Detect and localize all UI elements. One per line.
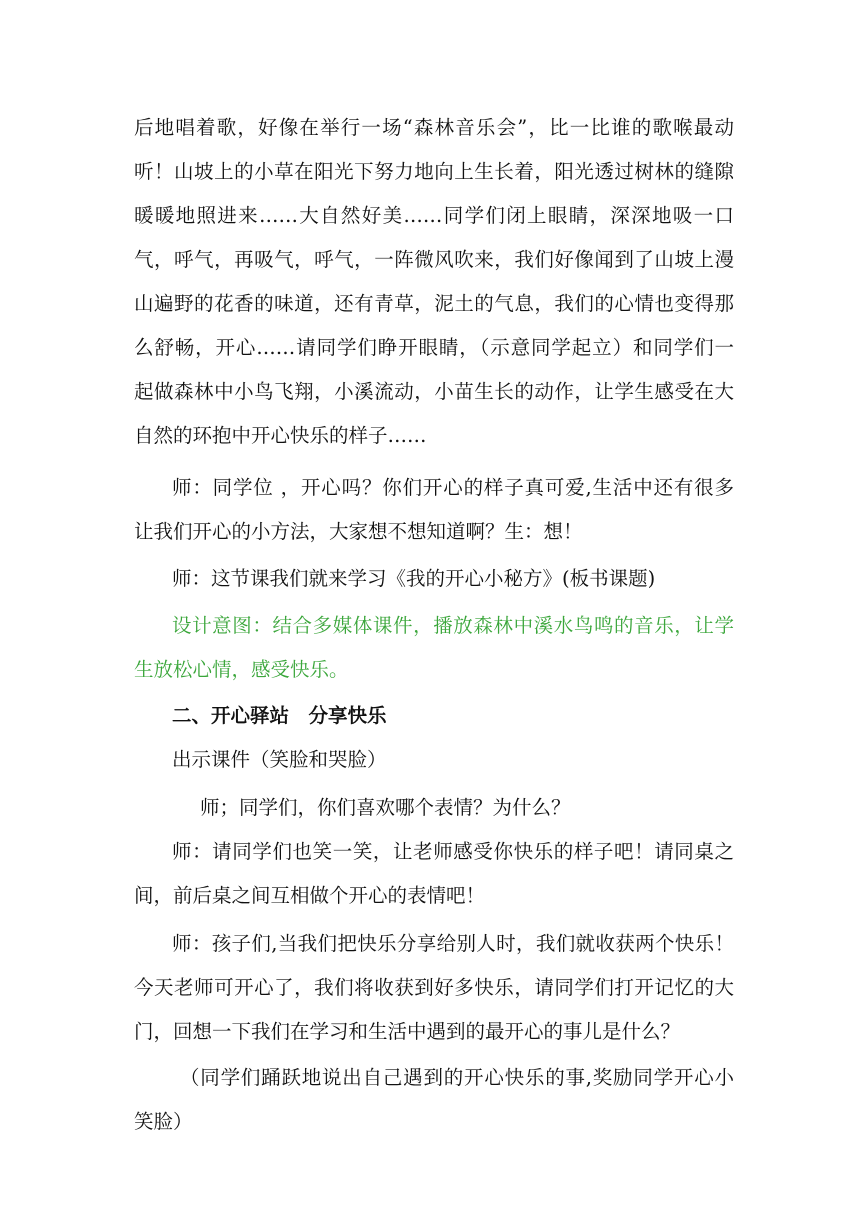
teacher-dialogue-line: 师：同学位 ，开心吗？你们开心的样子真可爱,生活中还有很多 [172, 476, 734, 499]
body-text-line: 么舒畅，开心……请同学们睁开眼睛，（示意同学起立）和同学们一 [134, 336, 734, 359]
teacher-dialogue-line: 今天老师可开心了，我们将收获到好多快乐，请同学们打开记忆的大 [134, 976, 734, 999]
courseware-note: 出示课件（笑脸和哭脸） [172, 748, 387, 771]
teacher-dialogue-line: 间，前后桌之间互相做个开心的表情吧！ [134, 884, 486, 907]
design-intent-line: 设计意图：结合多媒体课件，播放森林中溪水鸟鸣的音乐，让学 [172, 614, 734, 637]
teacher-dialogue-line: 师：孩子们,当我们把快乐分享给别人时，我们就收获两个快乐！ [172, 932, 734, 955]
teacher-dialogue-line: 师：请同学们也笑一笑，让老师感受你快乐的样子吧！请同桌之 [172, 840, 734, 863]
student-activity-line: （同学们踊跃地说出自己遇到的开心快乐的事,奖励同学开心小 [180, 1066, 734, 1089]
section-heading: 二、开心驿站 分享快乐 [172, 704, 387, 727]
teacher-dialogue-line: 门，回想一下我们在学习和生活中遇到的最开心的事儿是什么？ [134, 1020, 681, 1043]
body-text-line: 听！山坡上的小草在阳光下努力地向上生长着，阳光透过树林的缝隙 [134, 160, 734, 183]
body-text-line: 山遍野的花香的味道，还有青草，泥土的气息，我们的心情也变得那 [134, 292, 734, 315]
teacher-dialogue-line: 让我们开心的小方法，大家想不想知道啊？生：想！ [134, 520, 583, 543]
teacher-question: 师；同学们，你们喜欢哪个表情？为什么？ [200, 796, 571, 819]
body-text-line: 起做森林中小鸟飞翔，小溪流动，小苗生长的动作，让学生感受在大 [134, 380, 734, 403]
body-text-line: 自然的环抱中开心快乐的样子…… [134, 424, 427, 447]
teacher-dialogue-line: 师：这节课我们就来学习《我的开心小秘方》(板书课题) [172, 567, 656, 590]
body-text-line: 后地唱着歌，好像在举行一场“森林音乐会”，比一比谁的歌喉最动 [134, 116, 734, 139]
body-text-line: 暖暖地照进来……大自然好美……同学们闭上眼睛，深深地吸一口 [134, 204, 734, 227]
design-intent-line: 生放松心情，感受快乐。 [134, 658, 349, 681]
body-text-line: 气，呼气，再吸气，呼气，一阵微风吹来，我们好像闻到了山坡上漫 [134, 248, 734, 271]
student-activity-line: 笑脸） [134, 1110, 193, 1133]
